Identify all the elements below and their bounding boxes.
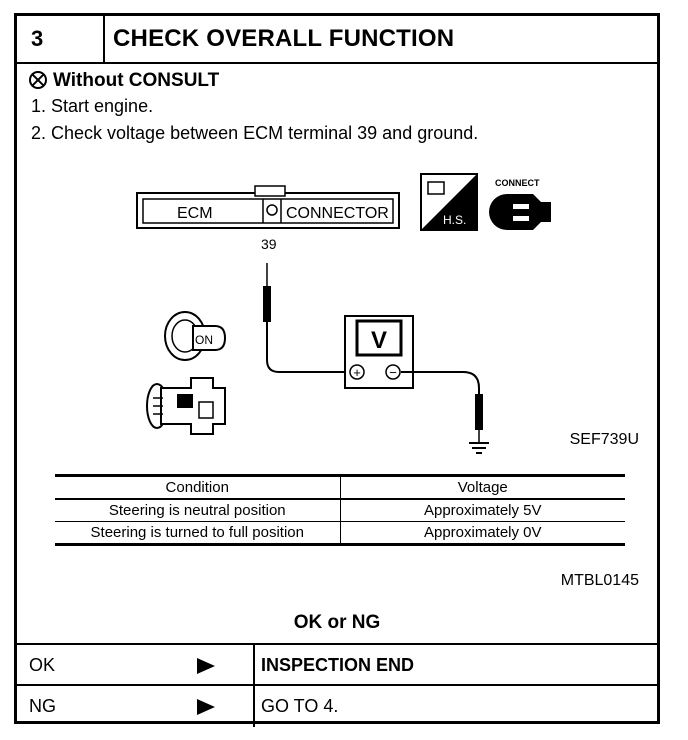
ecm-label: ECM — [177, 205, 213, 222]
step-line-1: 1. Start engine. — [31, 96, 154, 116]
procedure-frame — [14, 13, 660, 724]
table-cell: Steering is neutral position — [55, 499, 340, 522]
engine-icon — [147, 378, 225, 434]
step-line-2: 2. Check voltage between ECM terminal 39 and ground. — [31, 123, 479, 143]
hs-label: H.S. — [443, 213, 467, 227]
connect-icon — [489, 178, 551, 230]
connect-label: CONNECT — [495, 178, 540, 188]
result-key: OK — [29, 655, 56, 675]
step-title: CHECK OVERALL FUNCTION — [113, 25, 455, 52]
result-action: GO TO 4. — [261, 696, 339, 716]
table-cell: Approximately 0V — [340, 522, 625, 545]
table-header-condition: Condition — [55, 476, 340, 500]
table-row — [55, 522, 625, 545]
step-number: 3 — [17, 16, 105, 62]
meter-label: V — [370, 327, 388, 354]
divider — [253, 645, 255, 686]
table-code: MTBL0145 — [560, 572, 639, 589]
figure-code: SEF739U — [569, 431, 639, 448]
table-row — [55, 499, 625, 522]
condition-voltage-table — [55, 474, 625, 546]
divider — [253, 686, 255, 727]
result-row-ok — [17, 643, 657, 686]
hs-connector-icon — [421, 174, 477, 230]
ignition-key-icon — [165, 312, 225, 360]
arrow-right-icon — [197, 699, 215, 715]
subtitle-text: Without CONSULT — [53, 70, 220, 91]
arrow-right-icon — [197, 658, 215, 674]
minus-terminal: − — [389, 365, 397, 380]
table-header-voltage: Voltage — [340, 476, 625, 500]
ground-icon — [469, 443, 489, 453]
ignition-on-label: ON — [195, 333, 213, 347]
table-cell: Steering is turned to full position — [55, 522, 340, 545]
step-header — [17, 16, 657, 64]
ecm-connector — [137, 186, 399, 228]
subtitle — [29, 70, 219, 92]
terminal-label: 39 — [261, 236, 277, 252]
result-key: NG — [29, 696, 56, 716]
positive-probe — [263, 263, 347, 372]
result-row-ng — [17, 684, 657, 727]
connector-label: CONNECTOR — [286, 205, 389, 222]
ok-ng-heading: OK or NG — [293, 612, 381, 633]
voltmeter — [345, 316, 413, 388]
no-consult-icon — [29, 71, 47, 89]
voltage-check-diagram — [17, 166, 657, 456]
result-action: INSPECTION END — [261, 655, 415, 675]
table-cell: Approximately 5V — [340, 499, 625, 522]
plus-terminal: + — [353, 365, 361, 380]
